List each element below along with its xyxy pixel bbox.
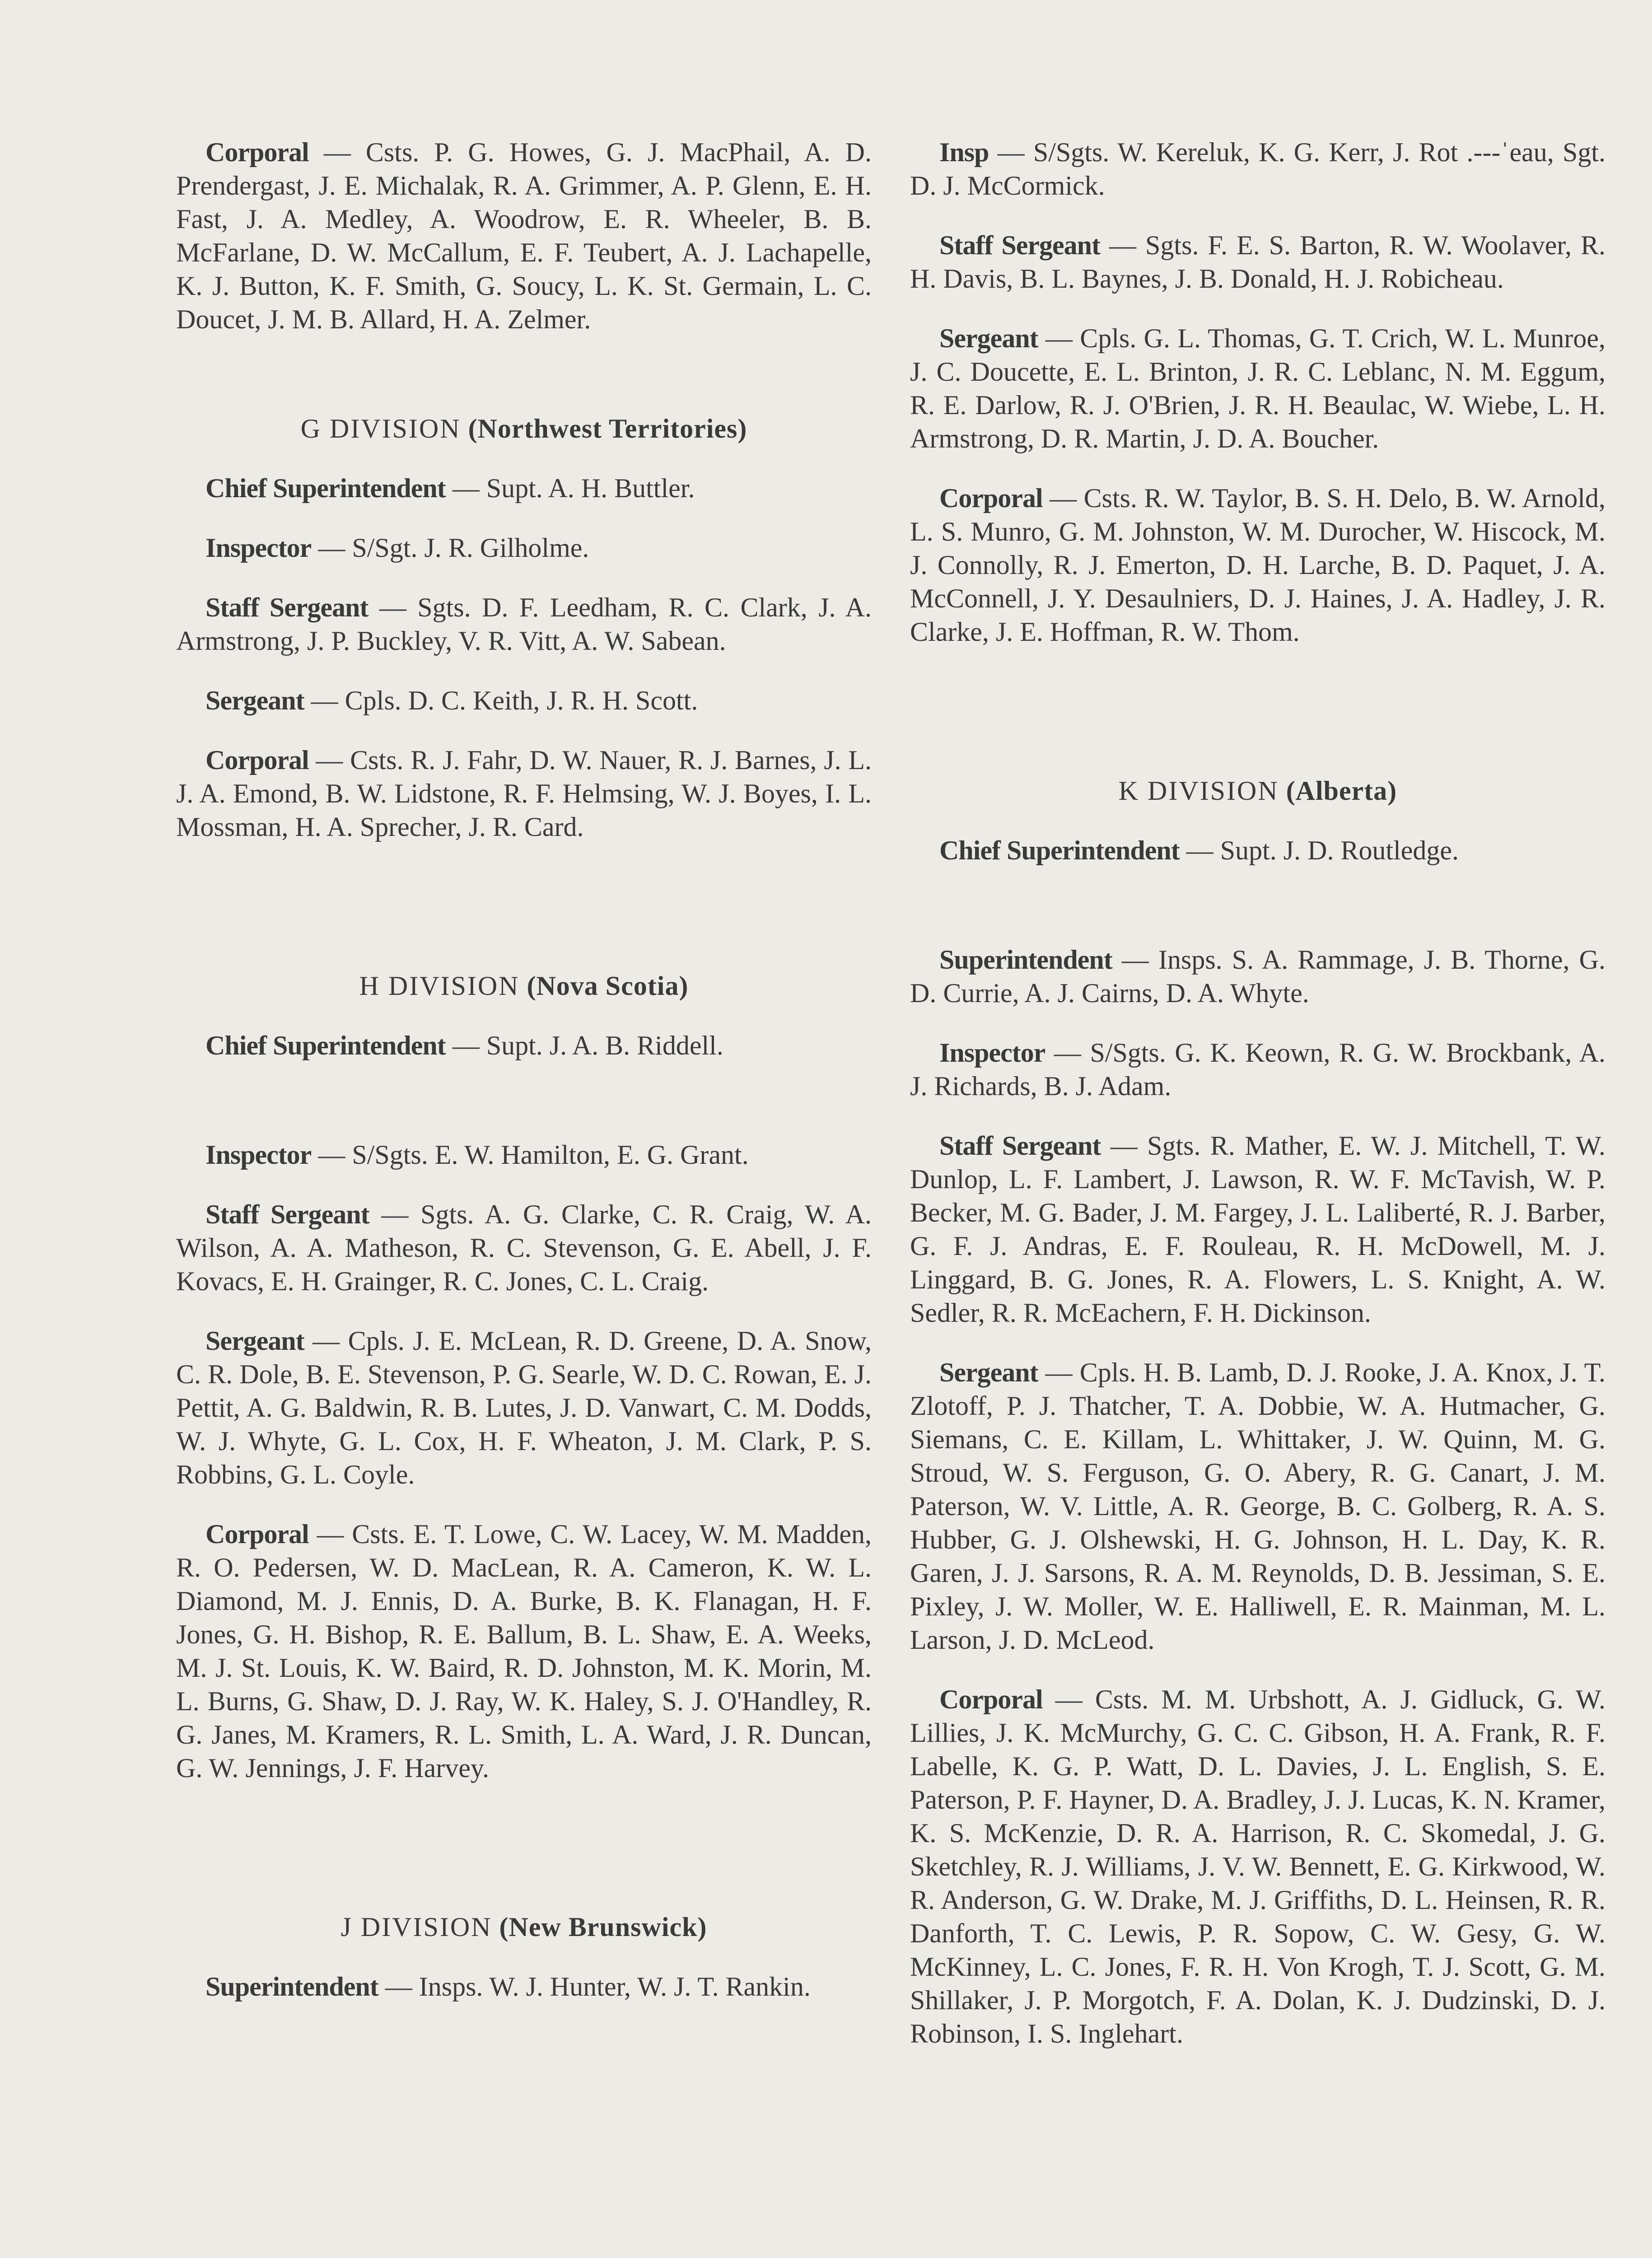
names-list: — Cpls. G. L. Thomas, G. T. Crich, W. L. Munroe, J. C. Doucette, E. L. Brinton, J. R. C. Leblanc, N. M. Eggum, R. E. Darlow, R. J. O'Brien, J. R. H. Beaulac, W. Wiebe, L. H. Armstrong, D. R. Martin, J. D. A. Boucher. [910, 323, 1605, 453]
rank-label: Sergeant [205, 1326, 304, 1356]
division-name: H DIVISION [359, 971, 520, 1001]
names-list: — Cpls. D. C. Keith, J. R. H. Scott. [311, 686, 698, 715]
rank-label: Sergeant [205, 686, 304, 715]
division-name: G DIVISION [300, 414, 461, 443]
rank-label: Chief Superintendent [939, 835, 1180, 865]
names-list: — Csts. E. T. Lowe, C. W. Lacey, W. M. Madden, R. O. Pedersen, W. D. MacLean, R. A. Cameron, K. W. L. Diamond, M. J. Ennis, D. A. Burke, B. K. Flanagan, H. F. Jones, G. H. Bishop, R. E. Ballum, B. L. Shaw, E. A. Weeks, M. J. St. Louis, K. W. Baird, R. D. Johnston, M. K. Morin, M. L. Burns, G. Shaw, D. J. Ray, W. K. Haley, S. J. O'Handley, R. G. Janes, M. Kramers, R. L. Smith, L. A. Ward, J. R. Duncan, G. W. Jennings, J. F. Harvey. [176, 1519, 872, 1783]
names-list: — Supt. J. D. Routledge. [1186, 835, 1459, 865]
promotion-entry [176, 591, 872, 658]
division-heading-k [910, 774, 1605, 807]
names-list: — S/Sgt. J. R. Gilholme. [318, 533, 589, 563]
names-list: — S/Sgts. E. W. Hamilton, E. G. Grant. [318, 1140, 749, 1170]
names-list: — Supt. J. A. B. Riddell. [452, 1031, 723, 1060]
names-list: — Csts. M. M. Urbshott, A. J. Gidluck, G. W. Lillies, J. K. McMurchy, G. C. C. Gibson, H. A. Frank, R. F. Labelle, K. G. P. Watt, D. L. Davies, J. L. English, S. E. Paterson, P. F. Hayner, D. A. Bradley, J. J. Lucas, K. N. Kramer, K. S. McKenzie, D. R. A. Harrison, R. C. Skomedal, J. G. Sketchley, R. J. Williams, J. V. W. Bennett, E. G. Kirkwood, W. R. Anderson, G. W. Drake, M. J. Griffiths, D. L. Heinsen, R. R. Danforth, T. C. Lewis, P. R. Sopow, C. W. Gesy, G. W. McKinney, L. C. Jones, F. R. H. Von Krogh, T. J. Scott, G. M. Shillaker, J. P. Morgotch, F. A. Dolan, K. J. Dudzinski, D. J. Robinson, I. S. Inglehart. [910, 1684, 1605, 2048]
promotion-entry [176, 743, 872, 844]
promotion-entry [176, 135, 872, 336]
names-list: — S/Sgts. G. K. Keown, R. G. W. Brockbank, A. J. Richards, B. J. Adam. [910, 1038, 1605, 1101]
rank-label: Staff Sergeant [939, 1131, 1101, 1161]
promotion-entry [176, 531, 872, 564]
rank-label: Staff Sergeant [205, 592, 369, 622]
names-list: — Csts. R. W. Taylor, B. S. H. Delo, B. W. Arnold, L. S. Munro, G. M. Johnston, W. M. Durocher, W. Hiscock, M. J. Connolly, R. J. Emerton, D. H. Larche, B. D. Paquet, J. A. McConnell, J. Y. Desaulniers, D. J. Haines, J. A. Hadley, J. R. Clarke, J. E. Hoffman, R. W. Thom. [910, 483, 1606, 647]
promotion-entry [910, 322, 1605, 455]
names-list: — Sgts. R. Mather, E. W. J. Mitchell, T. W. Dunlop, L. F. Lambert, J. Lawson, R. W. F. McTavish, W. P. Becker, M. G. Bader, J. M. Fargey, J. L. Laliberté, R. J. Barber, G. F. J. Andras, E. F. Rouleau, R. H. McDowell, M. J. Linggard, B. G. Jones, R. A. Flowers, L. S. Knight, A. W. Sedler, R. R. McEachern, F. H. Dickinson. [910, 1131, 1606, 1328]
promotion-entry [910, 943, 1605, 1010]
rank-label: Corporal [205, 1519, 309, 1549]
rank-label: Corporal [205, 137, 309, 167]
promotion-entry [910, 834, 1605, 867]
promotion-entry [176, 1138, 872, 1171]
rank-label: Inspector [205, 533, 312, 563]
division-region: (Northwest Territories) [468, 414, 747, 443]
promotion-entry [176, 684, 872, 717]
rank-label: Superintendent [205, 1972, 378, 2001]
promotion-entry [910, 1036, 1605, 1103]
rank-label: Chief Superintendent [205, 1031, 446, 1060]
promotion-entry [910, 481, 1605, 648]
rank-label: Corporal [939, 1684, 1043, 1714]
promotion-entry [176, 1517, 872, 1785]
division-name: J DIVISION [341, 1912, 492, 1942]
names-list: — Supt. A. H. Buttler. [452, 473, 695, 503]
rank-label: Chief Superintendent [205, 473, 446, 503]
promotion-entry [910, 1683, 1605, 2050]
promotion-entry [176, 1324, 872, 1491]
rank-label: Inspector [939, 1038, 1045, 1068]
names-list: — Csts. P. G. Howes, G. J. MacPhail, A. D. Prendergast, J. E. Michalak, R. A. Grimmer, A. P. Glenn, E. H. Fast, J. A. Medley, A. Woodrow, E. R. Wheeler, B. B. McFarlane, D. W. McCallum, E. F. Teubert, A. J. Lachapelle, K. J. Button, K. F. Smith, G. Soucy, L. K. St. Germain, L. C. Doucet, J. M. B. Allard, H. A. Zelmer. [176, 137, 872, 334]
promotion-entry [910, 135, 1605, 202]
rank-label: Sergeant [939, 1358, 1038, 1387]
rank-label: Corporal [205, 745, 309, 775]
rank-label: Staff Sergeant [939, 230, 1100, 260]
rank-label: Inspector [205, 1140, 312, 1170]
names-list: — Sgts. A. G. Clarke, C. R. Craig, W. A. Wilson, A. A. Matheson, R. C. Stevenson, G. E. Abell, J. F. Kovacs, E. H. Grainger, R. C. Jones, C. L. Craig. [176, 1199, 872, 1296]
promotion-entry [176, 1198, 872, 1298]
division-region: (Alberta) [1286, 776, 1397, 806]
names-list: — Sgts. F. E. S. Barton, R. W. Woolaver, R. H. Davis, B. L. Baynes, J. B. Donald, H. J. Robicheau. [910, 230, 1606, 294]
rank-label: Superintendent [939, 945, 1112, 975]
rank-label: Insp [939, 137, 989, 167]
names-list: — Insps. S. A. Rammage, J. B. Thorne, G. D. Currie, A. J. Cairns, D. A. Whyte. [910, 945, 1606, 1008]
right-column [910, 135, 1605, 2076]
promotion-entry [910, 229, 1605, 295]
left-column [176, 135, 872, 2029]
promotion-entry [910, 1129, 1605, 1330]
names-list: — Csts. R. J. Fahr, D. W. Nauer, R. J. Barnes, J. L. J. A. Emond, B. W. Lidstone, R. F. Helmsing, W. J. Boyes, I. L. Mossman, H. A. Sprecher, J. R. Card. [176, 745, 872, 842]
rank-label: Sergeant [939, 323, 1038, 353]
division-region: (New Brunswick) [499, 1912, 707, 1942]
promotion-entry [176, 1029, 872, 1062]
promotion-entry [910, 1356, 1605, 1656]
division-heading-j [176, 1910, 872, 1944]
promotion-entry [176, 1970, 872, 2003]
division-region: (Nova Scotia) [527, 971, 689, 1001]
division-heading-h [176, 969, 872, 1003]
division-name: K DIVISION [1118, 776, 1279, 806]
names-list: — Sgts. D. F. Leedham, R. C. Clark, J. A. Armstrong, J. P. Buckley, V. R. Vitt, A. W. Sabean. [176, 592, 872, 656]
names-list: — Cpls. H. B. Lamb, D. J. Rooke, J. A. Knox, J. T. Zlotoff, P. J. Thatcher, T. A. Dobbie, W. A. Hutmacher, G. Siemans, C. E. Killam, L. Whittaker, J. W. Quinn, M. G. Stroud, W. S. Ferguson, G. O. Abery, R. G. Canart, J. M. Paterson, W. V. Little, A. R. George, B. C. Golberg, R. A. S. Hubber, G. J. Olshewski, H. G. Johnson, H. L. Day, K. R. Garen, J. J. Sarsons, R. A. M. Reynolds, D. B. Jessiman, S. E. Pixley, J. W. Moller, W. E. Halliwell, E. R. Mainman, M. L. Larson, J. D. McLeod. [910, 1358, 1605, 1655]
names-list: — Insps. W. J. Hunter, W. J. T. Rankin. [385, 1972, 811, 2001]
rank-label: Corporal [939, 483, 1043, 513]
names-list: — Cpls. J. E. McLean, R. D. Greene, D. A. Snow, C. R. Dole, B. E. Stevenson, P. G. Searle, W. D. C. Rowan, E. J. Pettit, A. G. Baldwin, R. B. Lutes, J. D. Vanwart, C. M. Dodds, W. J. Whyte, G. L. Cox, H. F. Wheaton, J. M. Clark, P. S. Robbins, G. L. Coyle. [176, 1326, 872, 1489]
names-list: — S/Sgts. W. Kereluk, K. G. Kerr, J. Rot .‑‑‑ˈeau, Sgt. D. J. McCormick. [910, 137, 1605, 201]
promotion-entry [176, 471, 872, 505]
rank-label: Staff Sergeant [205, 1199, 369, 1229]
division-heading-g [176, 412, 872, 445]
